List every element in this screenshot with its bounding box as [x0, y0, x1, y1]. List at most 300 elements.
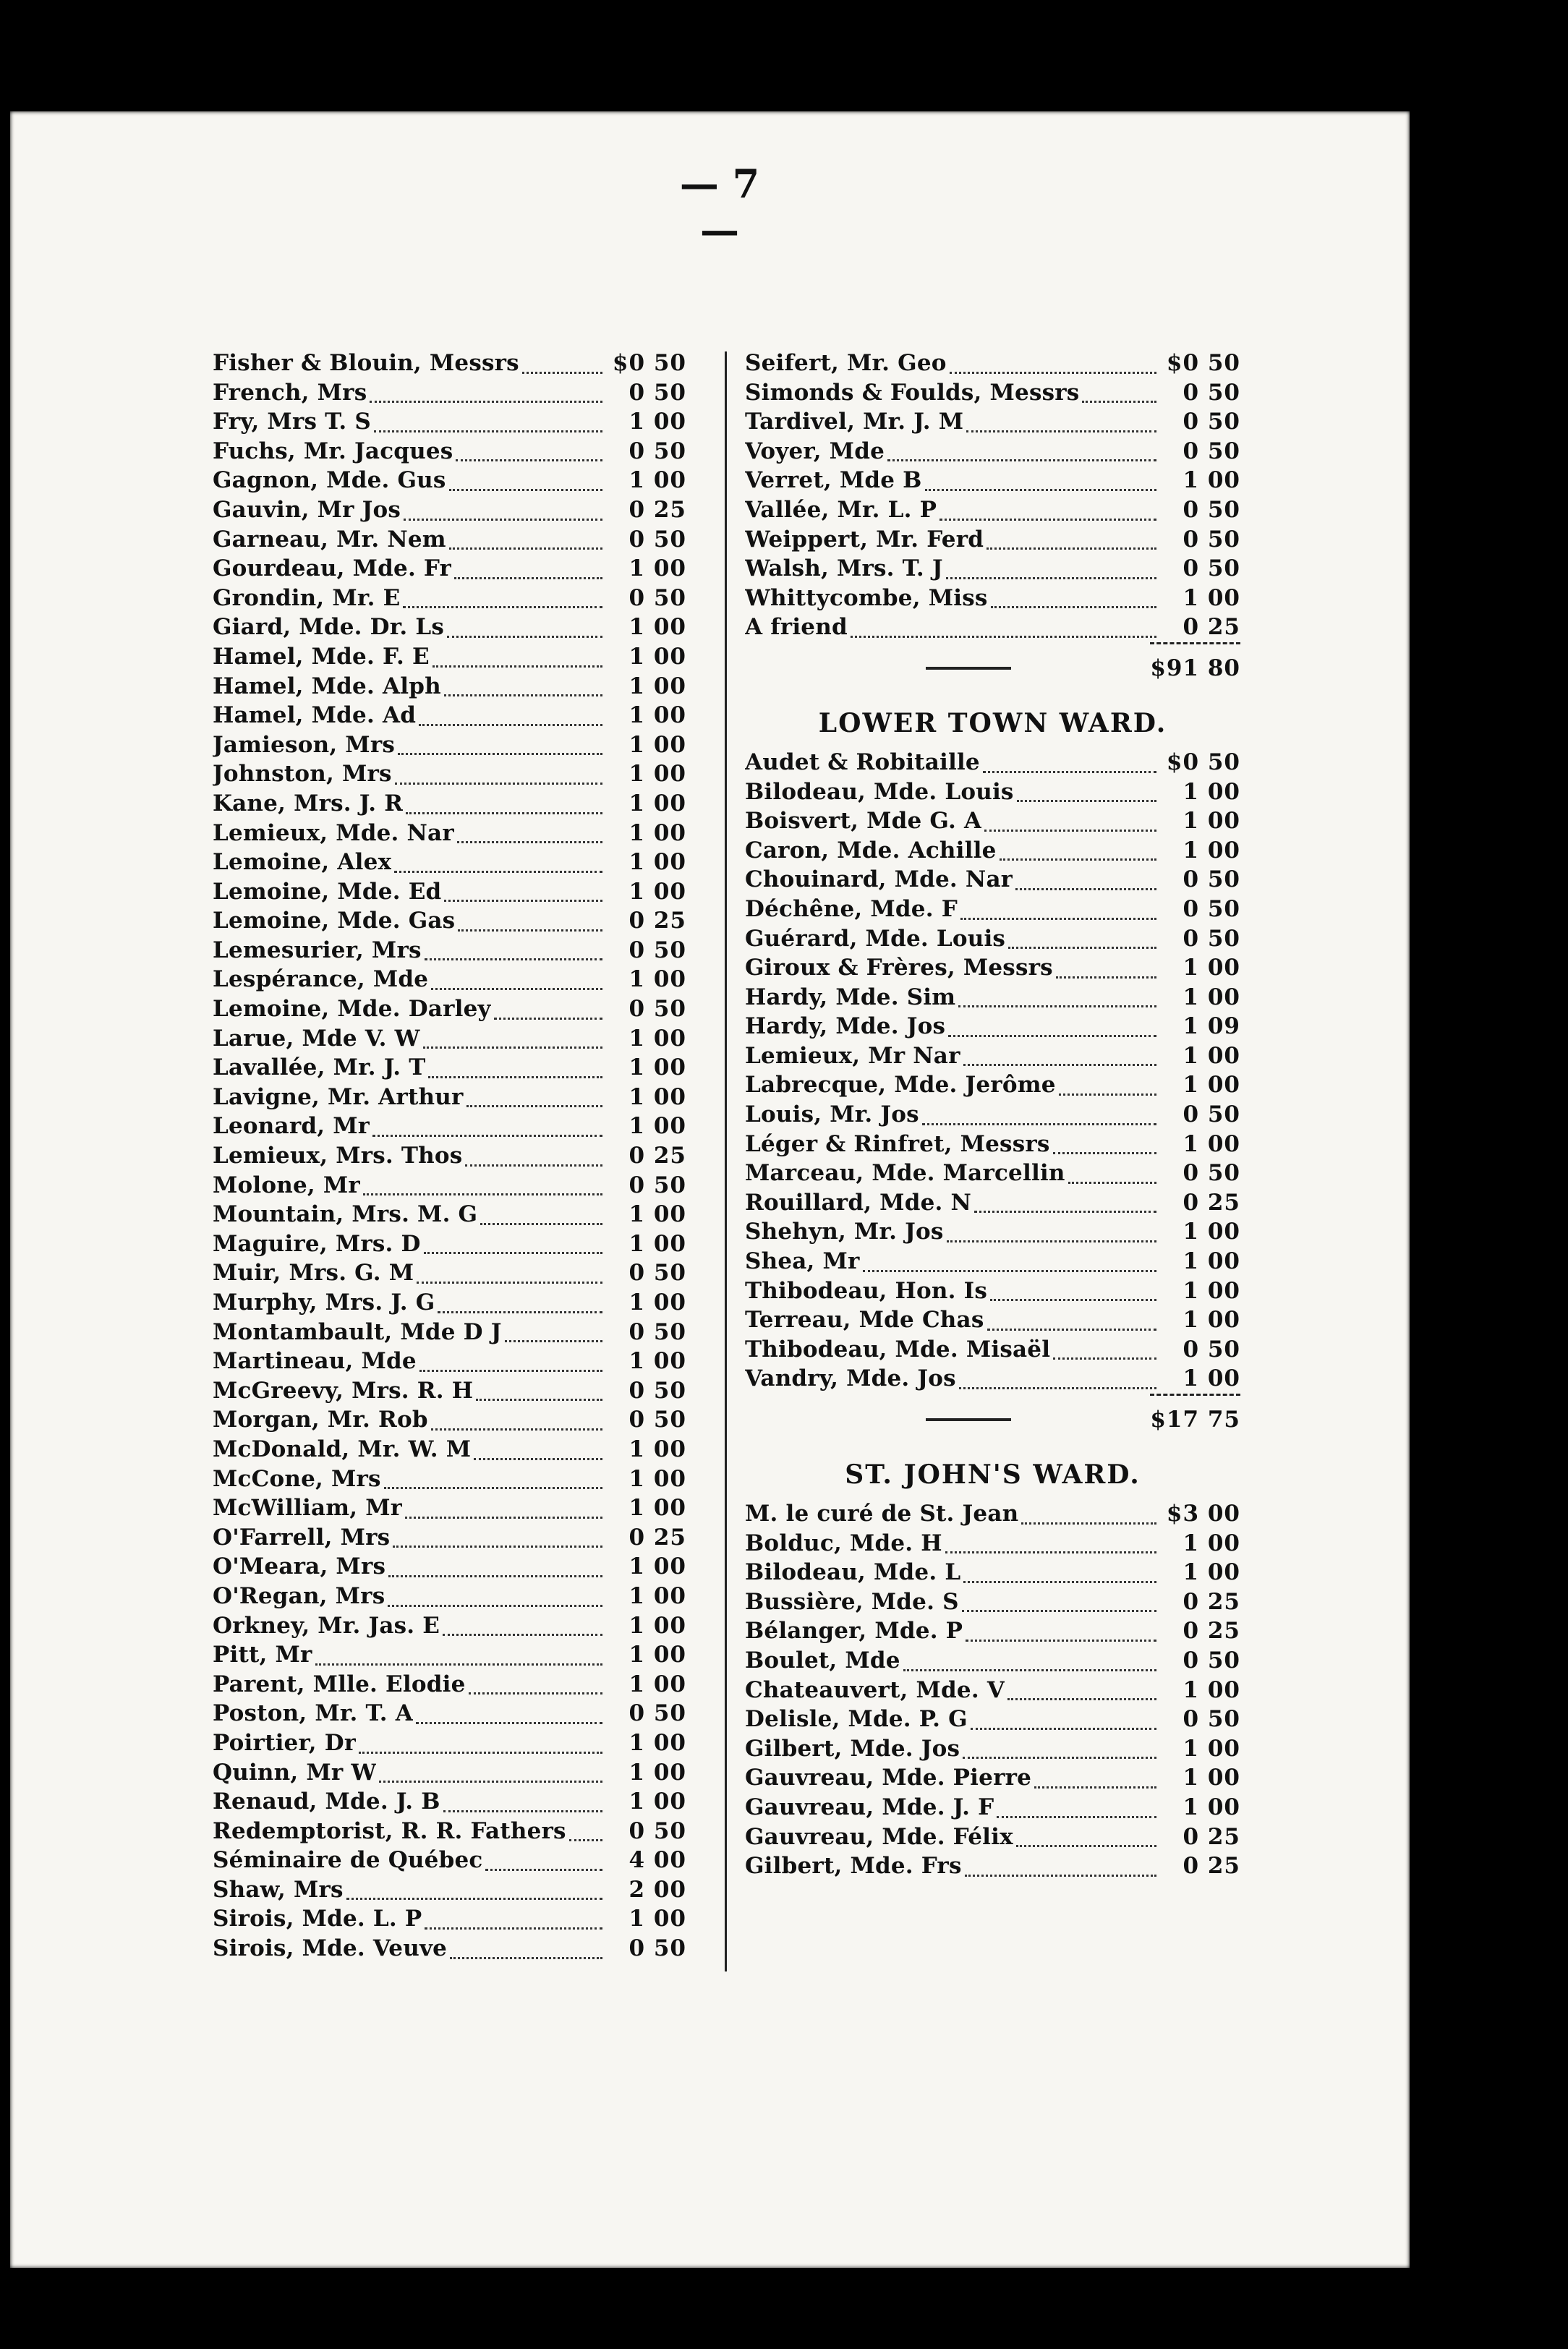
- donor-name: Larue, Mde V. W: [213, 1025, 420, 1052]
- leader-dots: [388, 1598, 602, 1607]
- list-item: [213, 1493, 686, 1523]
- list-item: [213, 1875, 686, 1905]
- donation-amount: 1 00: [629, 409, 686, 435]
- leader-dots: [394, 864, 602, 873]
- leader-dots: [404, 511, 602, 521]
- st-johns-list: [745, 1499, 1240, 1881]
- donor-name: Verret, Mde B: [745, 467, 922, 494]
- donation-amount: 1 00: [1183, 808, 1240, 835]
- donation-amount: 0 25: [629, 1143, 686, 1169]
- leader-dots: [485, 1862, 602, 1871]
- leader-dots: [431, 981, 602, 990]
- list-item: [213, 848, 686, 877]
- leader-dots: [494, 1010, 602, 1020]
- leader-dots: [359, 1744, 602, 1754]
- donor-name: Shaw, Mrs: [213, 1876, 344, 1903]
- leader-dots: [457, 834, 602, 843]
- leader-dots: [423, 1039, 602, 1049]
- list-item: [213, 1934, 686, 1964]
- donation-amount: 0 50: [629, 1817, 686, 1844]
- donation-amount: 0 50: [629, 1172, 686, 1198]
- total-bar: [926, 1418, 1011, 1421]
- donation-amount: 0 50: [1183, 1160, 1240, 1187]
- donation-amount: 4 00: [629, 1847, 686, 1874]
- list-item: [745, 953, 1240, 983]
- section-heading-st-johns: ST. JOHN'S WARD.: [845, 1459, 1141, 1490]
- donor-name: Gauvin, Mr Jos: [213, 496, 401, 523]
- column-divider: [725, 351, 727, 1971]
- donation-amount: $0 50: [612, 350, 686, 376]
- list-item: [745, 836, 1240, 866]
- leader-dots: [1053, 1145, 1156, 1154]
- leader-dots: [522, 364, 602, 374]
- leader-dots: [948, 1028, 1156, 1037]
- donor-name: Fuchs, Mr. Jacques: [213, 438, 453, 464]
- leader-dots: [939, 511, 1156, 521]
- list-item: [745, 1041, 1240, 1071]
- leader-dots: [1000, 851, 1156, 861]
- donor-name: Déchêne, Mde. F: [745, 895, 958, 922]
- donation-amount: 1 00: [1183, 1365, 1240, 1392]
- donor-name: Kane, Mrs. J. R: [213, 790, 404, 817]
- donor-name: Lemieux, Mr Nar: [745, 1042, 960, 1069]
- donation-amount: 1 00: [629, 1582, 686, 1609]
- list-item: [213, 1141, 686, 1171]
- donor-name: Boisvert, Mde G. A: [745, 808, 982, 835]
- list-item: [213, 819, 686, 848]
- donor-name: Hamel, Mde. F. E: [213, 643, 430, 670]
- donor-name: Weippert, Mr. Ferd: [745, 526, 984, 553]
- donation-amount: 1 00: [629, 673, 686, 699]
- list-item: [745, 865, 1240, 895]
- list-item: [745, 777, 1240, 807]
- list-item: [213, 994, 686, 1024]
- donor-name: Walsh, Mrs. T. J: [745, 555, 943, 582]
- donor-name: Lemoine, Mde. Darley: [213, 996, 491, 1023]
- list-item: [745, 1276, 1240, 1306]
- leader-dots: [465, 1157, 602, 1167]
- list-item: [213, 730, 686, 760]
- donation-amount: 1 00: [629, 1230, 686, 1257]
- donation-amount: 1 00: [629, 702, 686, 729]
- donor-name: Labrecque, Mde. Jerôme: [745, 1072, 1056, 1099]
- leader-dots: [406, 805, 602, 814]
- donation-amount: 1 00: [629, 1553, 686, 1580]
- leader-dots: [960, 911, 1156, 920]
- donation-amount: 0 25: [1183, 1189, 1240, 1216]
- list-item: [213, 672, 686, 702]
- donor-name: Gauvreau, Mde. Pierre: [745, 1765, 1032, 1791]
- donation-amount: 1 00: [1183, 1072, 1240, 1099]
- list-item: [213, 1904, 686, 1934]
- donor-name: Chouinard, Mde. Nar: [745, 866, 1013, 893]
- leader-dots: [946, 570, 1156, 579]
- leader-dots: [963, 1057, 1156, 1066]
- donor-name: Lavallée, Mr. J. T: [213, 1054, 426, 1081]
- donor-name: Lemesurier, Mrs: [213, 937, 422, 963]
- list-item: [213, 1728, 686, 1758]
- list-item: [745, 1587, 1240, 1617]
- leader-dots: [454, 570, 602, 579]
- donation-amount: 1 00: [629, 1759, 686, 1786]
- leader-dots: [315, 1656, 602, 1666]
- donor-name: Sirois, Mde. L. P: [213, 1906, 422, 1932]
- donor-name: Gauvreau, Mde. J. F: [745, 1794, 994, 1820]
- donation-amount: 1 00: [629, 1642, 686, 1668]
- list-item: [745, 378, 1240, 408]
- donor-name: O'Meara, Mrs: [213, 1553, 386, 1580]
- leader-dots: [398, 746, 602, 755]
- donor-name: Johnston, Mrs: [213, 761, 392, 788]
- list-item: [213, 349, 686, 378]
- leader-dots: [469, 1685, 603, 1694]
- donor-name: Marceau, Mde. Marcellin: [745, 1160, 1065, 1187]
- list-item: [213, 1846, 686, 1875]
- leader-dots: [466, 1098, 603, 1107]
- donation-amount: $3 00: [1166, 1501, 1240, 1527]
- list-item: [745, 748, 1240, 777]
- leader-dots: [403, 599, 602, 608]
- list-item: [213, 1024, 686, 1054]
- donor-name: McGreevy, Mrs. R. H: [213, 1377, 474, 1404]
- list-item: [745, 613, 1240, 642]
- donor-name: Morgan, Mr. Rob: [213, 1407, 428, 1433]
- donation-amount: 1 00: [629, 1083, 686, 1110]
- donor-name: Thibodeau, Hon. Is: [745, 1277, 987, 1304]
- donation-amount: 0 50: [629, 438, 686, 464]
- donation-amount: 2 00: [629, 1876, 686, 1903]
- leader-dots: [903, 1662, 1156, 1671]
- donor-name: Martineau, Mde: [213, 1348, 417, 1375]
- list-item: [745, 1558, 1240, 1587]
- leader-dots: [1053, 1350, 1156, 1360]
- donation-amount: 0 25: [1183, 614, 1240, 641]
- donation-amount: 1 00: [1183, 584, 1240, 611]
- donation-amount: 1 00: [629, 878, 686, 905]
- donation-amount: 0 50: [1183, 526, 1240, 553]
- leader-dots: [443, 1627, 602, 1636]
- donation-amount: 1 00: [629, 614, 686, 641]
- total-row: [745, 1398, 1240, 1441]
- list-item: [745, 1646, 1240, 1676]
- donation-amount: 0 50: [629, 1935, 686, 1962]
- list-item: [213, 1611, 686, 1641]
- leader-dots: [950, 364, 1156, 374]
- list-item: [213, 613, 686, 642]
- donation-amount: 0 50: [1183, 1647, 1240, 1674]
- donor-name: Gagnon, Mde. Gus: [213, 467, 446, 494]
- leader-dots: [997, 1809, 1156, 1818]
- leader-dots: [384, 1480, 602, 1489]
- list-item: [745, 1247, 1240, 1276]
- list-item: [213, 1435, 686, 1465]
- list-item: [745, 1705, 1240, 1734]
- leader-dots: [1056, 969, 1156, 979]
- list-item: [213, 554, 686, 584]
- donation-amount: 0 25: [629, 496, 686, 523]
- list-item: [745, 1763, 1240, 1793]
- right-column: [745, 349, 1240, 1881]
- donation-amount: 1 00: [1183, 1765, 1240, 1791]
- leader-dots: [505, 1333, 602, 1342]
- donor-name: Bilodeau, Mde. L: [745, 1559, 961, 1586]
- leader-dots: [379, 1773, 602, 1783]
- list-item: [213, 1787, 686, 1817]
- leader-dots: [444, 687, 602, 696]
- donation-amount: 0 50: [629, 584, 686, 611]
- donor-name: Terreau, Mde Chas: [745, 1307, 984, 1334]
- list-item: [213, 1347, 686, 1376]
- donor-name: Mountain, Mrs. M. G: [213, 1201, 478, 1228]
- donor-name: Simonds & Foulds, Messrs: [745, 379, 1080, 406]
- donor-name: McDonald, Mr. W. M: [213, 1436, 472, 1462]
- donor-name: Maguire, Mrs. D: [213, 1230, 421, 1257]
- leader-dots: [428, 1069, 602, 1078]
- donor-name: Hamel, Mde. Alph: [213, 673, 441, 699]
- donor-name: Vandry, Mde. Jos: [745, 1365, 956, 1392]
- donation-amount: 0 50: [629, 1318, 686, 1345]
- leader-dots: [431, 1421, 602, 1431]
- leader-dots: [444, 892, 602, 902]
- donor-name: Fisher & Blouin, Messrs: [213, 350, 519, 376]
- donor-name: Gilbert, Mde. Frs: [745, 1853, 962, 1880]
- leader-dots: [962, 1603, 1156, 1612]
- list-item: [745, 1012, 1240, 1041]
- list-item: [745, 1188, 1240, 1218]
- leader-dots: [963, 1749, 1156, 1759]
- donor-name: Pitt, Mr: [213, 1642, 312, 1668]
- donation-amount: 0 25: [1183, 1823, 1240, 1850]
- donor-name: Quinn, Mr W: [213, 1759, 377, 1786]
- donor-name: Lavigne, Mr. Arthur: [213, 1083, 464, 1110]
- donation-amount: 1 09: [1183, 1013, 1240, 1040]
- donation-amount: 0 50: [1183, 555, 1240, 582]
- list-item: [213, 1640, 686, 1670]
- leader-dots: [370, 393, 602, 403]
- donation-amount: 1 00: [629, 1054, 686, 1081]
- donor-name: Lemoine, Mde. Gas: [213, 908, 456, 934]
- list-item: [213, 1053, 686, 1083]
- leader-dots: [1059, 1086, 1156, 1096]
- list-item: [745, 1364, 1240, 1394]
- list-item: [213, 701, 686, 730]
- leader-dots: [433, 658, 602, 668]
- donor-name: O'Farrell, Mrs: [213, 1524, 391, 1551]
- list-item: [213, 642, 686, 672]
- list-item: [745, 437, 1240, 466]
- donation-amount: 1 00: [1183, 1219, 1240, 1245]
- donation-amount: $0 50: [1166, 749, 1240, 775]
- donation-amount: 1 00: [629, 1612, 686, 1639]
- list-item: [745, 1159, 1240, 1188]
- leader-dots: [393, 1538, 602, 1548]
- donor-name: Seifert, Mr. Geo: [745, 350, 947, 376]
- leader-dots: [974, 1203, 1156, 1213]
- leader-dots: [851, 628, 1156, 638]
- leader-dots: [346, 1890, 602, 1900]
- donation-amount: 0 50: [1183, 866, 1240, 893]
- donor-name: O'Regan, Mrs: [213, 1582, 385, 1609]
- donation-amount: 1 00: [629, 1495, 686, 1522]
- donation-amount: 0 50: [1183, 925, 1240, 952]
- leader-dots: [374, 423, 602, 432]
- donation-amount: 1 00: [1183, 778, 1240, 805]
- list-item: [213, 495, 686, 525]
- donation-amount: 0 50: [1183, 379, 1240, 406]
- list-item: [745, 1793, 1240, 1822]
- left-column: [213, 349, 686, 1964]
- donation-amount: 1 00: [629, 1348, 686, 1375]
- list-item: [745, 924, 1240, 954]
- donation-amount: 1 00: [1183, 955, 1240, 981]
- donation-amount: 0 25: [629, 1524, 686, 1551]
- donation-amount: 1 00: [629, 1436, 686, 1462]
- list-item: [213, 584, 686, 613]
- donation-amount: 1 00: [1183, 1042, 1240, 1069]
- leader-dots: [424, 1245, 602, 1254]
- list-item: [213, 378, 686, 408]
- list-item: [213, 906, 686, 936]
- donor-name: Gauvreau, Mde. Félix: [745, 1823, 1013, 1850]
- donation-amount: 1 00: [1183, 1277, 1240, 1304]
- donation-amount: 0 50: [1183, 496, 1240, 523]
- donor-name: Thibodeau, Mde. Misaël: [745, 1336, 1051, 1363]
- list-item: [745, 1822, 1240, 1852]
- donor-name: Boulet, Mde: [745, 1647, 900, 1674]
- leader-dots: [966, 423, 1156, 432]
- leader-dots: [1021, 1515, 1156, 1525]
- list-item: [745, 1100, 1240, 1130]
- donor-name: Molone, Mr: [213, 1172, 360, 1198]
- donor-name: Orkney, Mr. Jas. E: [213, 1612, 440, 1639]
- donation-amount: 1 00: [629, 1289, 686, 1316]
- list-item: [745, 1130, 1240, 1159]
- donor-name: Voyer, Mde: [745, 438, 885, 464]
- donation-amount: 1 00: [629, 790, 686, 817]
- donor-name: Tardivel, Mr. J. M: [745, 409, 964, 435]
- leader-dots: [449, 482, 602, 491]
- leader-dots: [405, 1509, 602, 1519]
- leader-dots: [947, 1233, 1156, 1242]
- donation-amount: 1 00: [629, 1906, 686, 1932]
- donor-name: Poirtier, Dr: [213, 1729, 357, 1756]
- donor-name: Grondin, Mr. E: [213, 584, 401, 611]
- donor-name: Sirois, Mde. Veuve: [213, 1935, 448, 1962]
- leader-dots: [449, 540, 602, 550]
- donation-amount: 0 50: [629, 379, 686, 406]
- donation-amount: 0 50: [1183, 895, 1240, 922]
- leader-dots: [1017, 793, 1156, 802]
- list-item: [745, 466, 1240, 495]
- list-item: [745, 1305, 1240, 1335]
- list-item: [213, 759, 686, 789]
- donor-name: Bussière, Mde. S: [745, 1588, 959, 1615]
- donation-amount: 1 00: [629, 1789, 686, 1815]
- donation-amount: 1 00: [629, 1025, 686, 1052]
- list-item: [745, 349, 1240, 378]
- donor-name: French, Mrs: [213, 379, 367, 406]
- list-item: [745, 1676, 1240, 1705]
- leader-dots: [388, 1568, 602, 1577]
- donor-name: Séminaire de Québec: [213, 1847, 483, 1874]
- leader-dots: [1016, 1838, 1156, 1847]
- leader-dots: [966, 1632, 1156, 1642]
- donor-name: A friend: [745, 614, 848, 641]
- donor-name: Shehyn, Mr. Jos: [745, 1219, 944, 1245]
- page-number: — 7 —: [679, 161, 760, 253]
- donation-amount: 0 50: [1183, 409, 1240, 435]
- leader-dots: [958, 998, 1156, 1007]
- donation-amount: 1 00: [629, 1465, 686, 1492]
- donation-amount: 0 50: [629, 1377, 686, 1404]
- list-item: [213, 1171, 686, 1201]
- leader-dots: [1007, 1691, 1156, 1700]
- leader-dots: [438, 1304, 602, 1313]
- total-amount: $91 80: [1150, 655, 1240, 681]
- donor-name: Giroux & Frères, Messrs: [745, 955, 1053, 981]
- leader-dots: [983, 764, 1156, 773]
- donor-name: M. le curé de St. Jean: [745, 1501, 1019, 1527]
- list-item: [213, 1112, 686, 1141]
- donation-amount: 1 00: [629, 1729, 686, 1756]
- leader-dots: [1008, 939, 1156, 949]
- donor-name: Bélanger, Mde. P: [745, 1618, 963, 1645]
- donor-name: Giard, Mde. Dr. Ls: [213, 614, 445, 641]
- leader-dots: [1034, 1779, 1156, 1789]
- donation-amount: 1 00: [629, 1201, 686, 1228]
- donation-amount: 0 50: [629, 937, 686, 963]
- leader-dots: [363, 1186, 602, 1195]
- list-item: [213, 407, 686, 437]
- leader-dots: [419, 717, 602, 726]
- donation-amount: 0 50: [629, 1407, 686, 1433]
- leader-dots: [1015, 881, 1156, 890]
- total-bar: [926, 667, 1011, 670]
- donation-amount: 1 00: [629, 1113, 686, 1140]
- donor-name: Chateauvert, Mde. V: [745, 1676, 1005, 1703]
- donor-name: Léger & Rinfret, Messrs: [745, 1130, 1050, 1157]
- list-item: [745, 1529, 1240, 1559]
- donation-amount: 0 25: [1183, 1588, 1240, 1615]
- leader-dots: [959, 1380, 1156, 1389]
- donation-amount: 0 50: [629, 996, 686, 1023]
- list-item: [745, 407, 1240, 437]
- donation-amount: 0 25: [1183, 1853, 1240, 1880]
- list-item: [745, 1335, 1240, 1365]
- list-item: [213, 1465, 686, 1494]
- list-item: [213, 1376, 686, 1406]
- donation-amount: 0 25: [629, 908, 686, 934]
- total-row: [745, 647, 1240, 690]
- lower-town-list: [745, 748, 1240, 1394]
- donor-name: Lespérance, Mde: [213, 966, 429, 993]
- list-item: [745, 1734, 1240, 1764]
- donor-name: Redemptorist, R. R. Fathers: [213, 1817, 566, 1844]
- donation-amount: 0 50: [1183, 1706, 1240, 1733]
- donation-amount: 1 00: [1183, 1735, 1240, 1762]
- donor-name: Bilodeau, Mde. Louis: [745, 778, 1014, 805]
- list-item: [745, 525, 1240, 555]
- leader-dots: [474, 1451, 602, 1460]
- donation-amount: 0 50: [629, 526, 686, 553]
- list-item: [745, 1217, 1240, 1247]
- donor-name: Louis, Mr. Jos: [745, 1101, 919, 1128]
- leader-dots: [372, 1127, 602, 1137]
- list-item: [745, 1851, 1240, 1881]
- donation-amount: 1 00: [1183, 467, 1240, 494]
- donor-name: Garneau, Mr. Nem: [213, 526, 446, 553]
- donation-amount: 1 00: [629, 849, 686, 876]
